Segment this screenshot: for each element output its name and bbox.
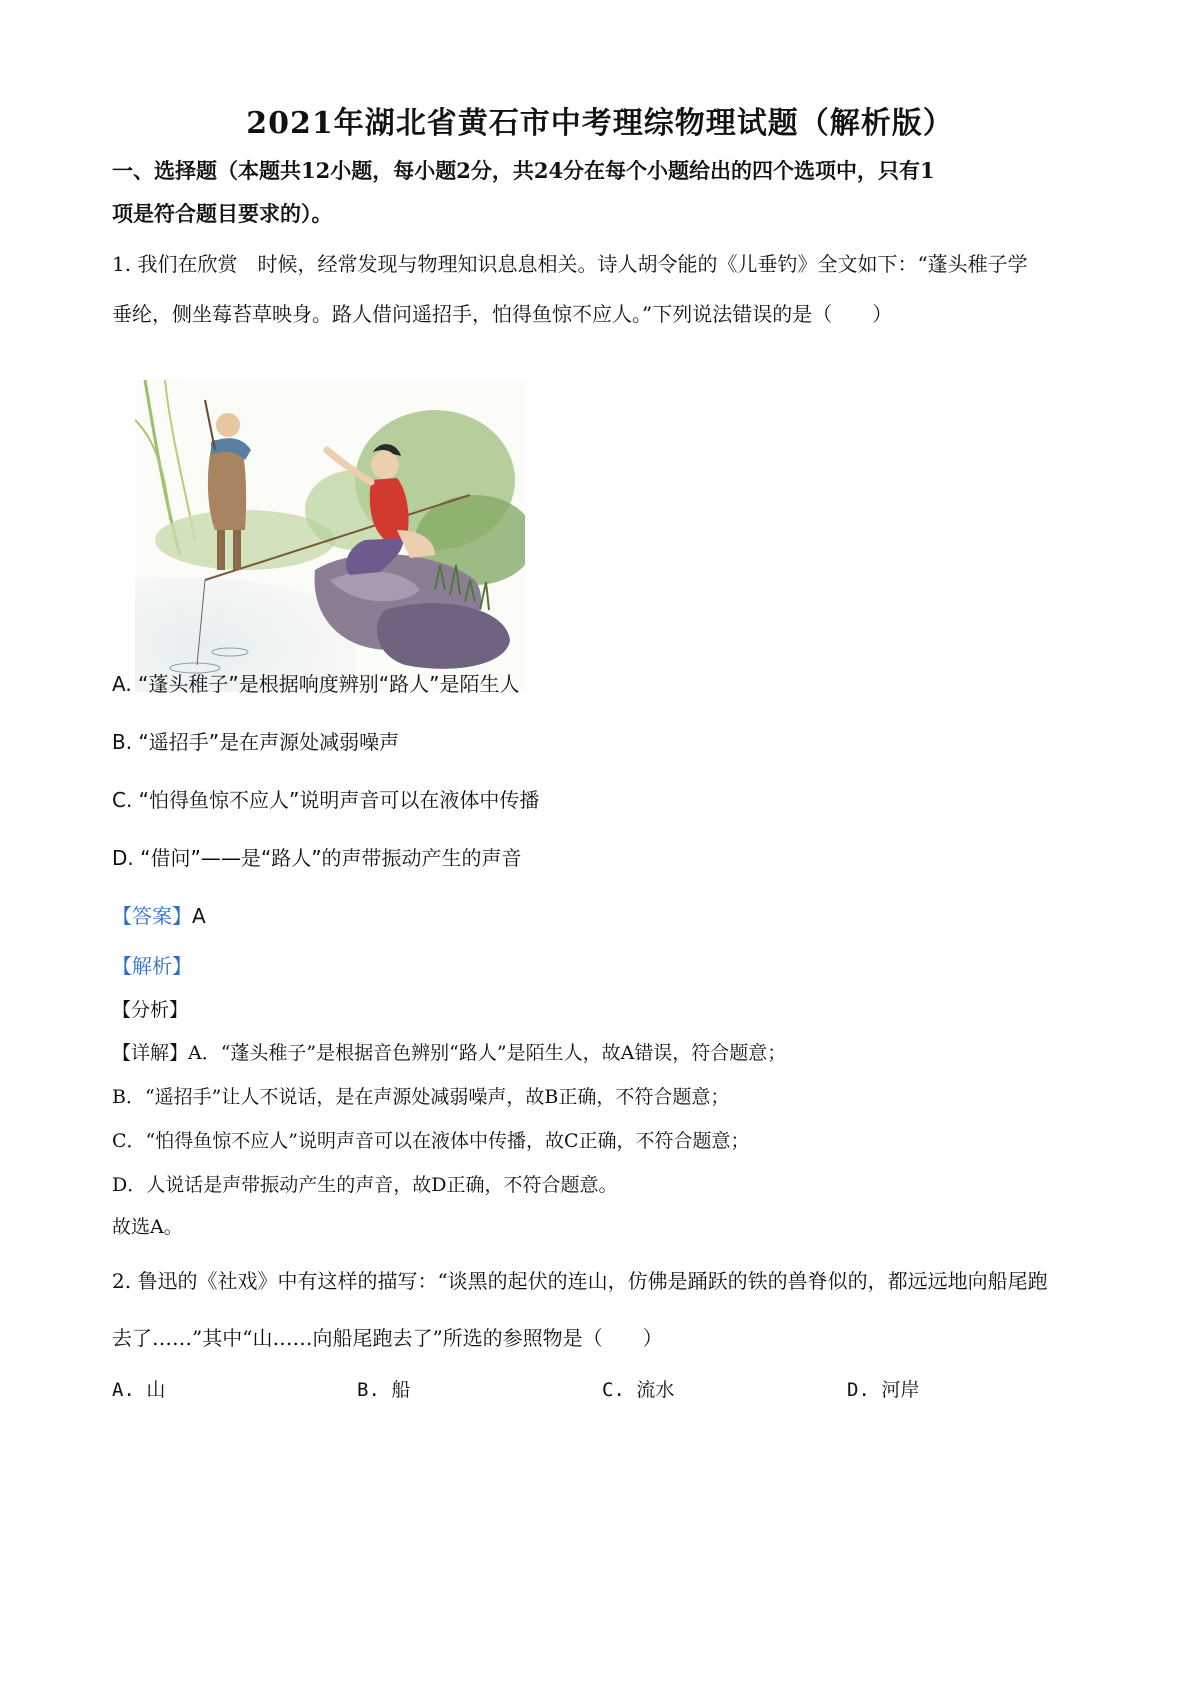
q1-option-c: C. “怕得鱼惊不应人”说明声音可以在液体中传播 <box>112 788 540 812</box>
q1-answer <box>112 900 206 929</box>
q1-detail-line4: D．人说话是声带振动产生的声音，故D正确，不符合题意。 <box>112 1174 618 1196</box>
q2-option-d: D. 河岸 <box>847 1379 920 1401</box>
q1-detail-line3: C．“怕得鱼惊不应人”说明声音可以在液体中传播，故C正确，不符合题意； <box>112 1130 750 1152</box>
section-heading-line1: 一、选择题（本题共12小题，每小题2分，共24分在每个小题给出的四个选项中，只有1 <box>112 158 935 183</box>
q2-stem-line1: 2. 鲁迅的《社戏》中有这样的描写：“谈黑的起伏的连山，仿佛是踊跃的铁的兽脊似的，都远远地向船尾跑 <box>112 1269 1048 1293</box>
q2-stem-line2: 去了……”其中“山……向船尾跑去了”所选的参照物是（ ） <box>112 1326 663 1350</box>
q1-detail-line5: 故选A。 <box>112 1216 183 1238</box>
q1-option-a: A. “蓬头稚子”是根据响度辨别“路人”是陌生人 <box>112 672 520 696</box>
q1-option-d: D. “借问”——是“路人”的声带振动产生的声音 <box>112 846 522 870</box>
q2-option-b: B. 船 <box>357 1379 411 1401</box>
document-title: 2021年湖北省黄石市中考理综物理试题（解析版） <box>246 106 954 141</box>
fishing-child-illustration <box>135 380 525 692</box>
q1-stem-line1: 1. 我们在欣赏 时候，经常发现与物理知识息息相关。诗人胡令能的《儿垂钓》全文如下：“蓬头稚子学 <box>112 252 1028 276</box>
q1-fenxi: 【分析】 <box>112 999 189 1021</box>
q1-stem-line2: 垂纶，侧坐莓苔草映身。路人借问遥招手，怕得鱼惊不应人。”下列说法错误的是（ ） <box>112 302 893 326</box>
q1-analysis-tag: 【解析】 <box>112 954 192 978</box>
q2-option-a: A. 山 <box>112 1379 166 1401</box>
q2-option-c: C. 流水 <box>602 1379 675 1401</box>
q1-option-b: B. “遥招手”是在声源处减弱噪声 <box>112 730 400 754</box>
answer-tag: 【答案】 <box>112 904 192 928</box>
q1-detail-line1: 【详解】A．“蓬头稚子”是根据音色辨别“路人”是陌生人，故A错误，符合题意； <box>112 1042 787 1064</box>
q1-detail-line2: B．“遥招手”让人不说话，是在声源处减弱噪声，故B正确，不符合题意； <box>112 1086 730 1108</box>
answer-value: A <box>192 904 206 928</box>
section-heading-line2: 项是符合题目要求的）。 <box>112 201 333 226</box>
